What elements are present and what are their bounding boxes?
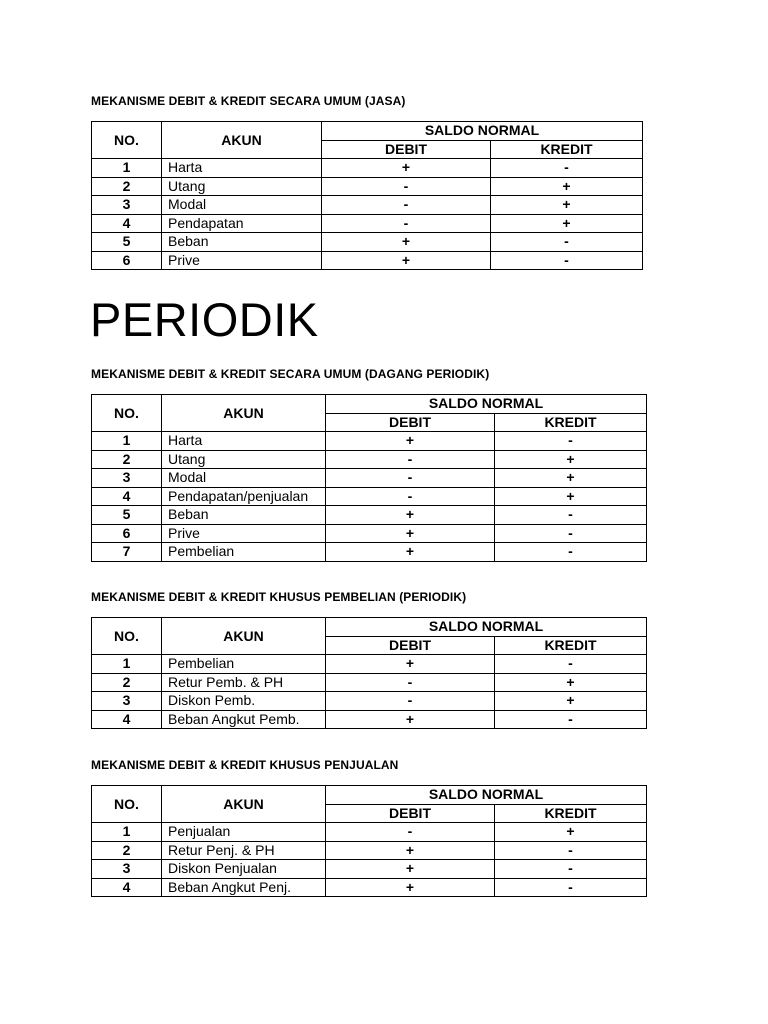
row-number: 3 xyxy=(92,196,162,215)
table-penjualan xyxy=(91,785,647,897)
kredit-sign: + xyxy=(491,177,643,196)
table-body xyxy=(92,823,647,897)
column-header-akun: AKUN xyxy=(162,122,322,159)
debit-sign: + xyxy=(326,860,495,879)
column-header-akun: AKUN xyxy=(162,395,326,432)
account-name: Modal xyxy=(162,196,322,215)
debit-sign: + xyxy=(326,655,495,674)
kredit-sign: + xyxy=(495,469,647,488)
table-body xyxy=(92,432,647,562)
debit-sign: + xyxy=(326,432,495,451)
column-header-saldo-normal: SALDO NORMAL xyxy=(322,122,643,141)
table-body xyxy=(92,159,643,270)
row-number: 2 xyxy=(92,177,162,196)
row-number: 1 xyxy=(92,823,162,842)
table-header-row xyxy=(92,786,647,805)
row-number: 4 xyxy=(92,710,162,729)
table-dagang-periodik xyxy=(91,394,647,562)
column-header-kredit: KREDIT xyxy=(495,413,647,432)
column-header-akun: AKUN xyxy=(162,618,326,655)
kredit-sign: - xyxy=(491,233,643,252)
table-row xyxy=(92,196,643,215)
kredit-sign: - xyxy=(495,841,647,860)
debit-sign: + xyxy=(322,251,491,270)
account-name: Pembelian xyxy=(162,655,326,674)
table-row xyxy=(92,673,647,692)
account-name: Retur Penj. & PH xyxy=(162,841,326,860)
column-header-debit: DEBIT xyxy=(326,804,495,823)
row-number: 6 xyxy=(92,524,162,543)
row-number: 4 xyxy=(92,487,162,506)
account-name: Pendapatan xyxy=(162,214,322,233)
table-header-row xyxy=(92,618,647,637)
account-name: Pendapatan/penjualan xyxy=(162,487,326,506)
debit-sign: + xyxy=(326,543,495,562)
debit-sign: + xyxy=(326,841,495,860)
debit-sign: - xyxy=(326,487,495,506)
account-name: Prive xyxy=(162,251,322,270)
table-row xyxy=(92,469,647,488)
debit-sign: - xyxy=(326,823,495,842)
column-header-saldo-normal: SALDO NORMAL xyxy=(326,395,647,414)
kredit-sign: - xyxy=(491,251,643,270)
column-header-no: NO. xyxy=(92,122,162,159)
table-row xyxy=(92,860,647,879)
column-header-no: NO. xyxy=(92,786,162,823)
kredit-sign: - xyxy=(495,878,647,897)
debit-sign: - xyxy=(322,214,491,233)
column-header-saldo-normal: SALDO NORMAL xyxy=(326,618,647,637)
account-name: Diskon Pemb. xyxy=(162,692,326,711)
table-row xyxy=(92,450,647,469)
table-row xyxy=(92,251,643,270)
table-row xyxy=(92,823,647,842)
row-number: 7 xyxy=(92,543,162,562)
account-name: Prive xyxy=(162,524,326,543)
account-name: Pembelian xyxy=(162,543,326,562)
debit-sign: + xyxy=(326,710,495,729)
account-name: Utang xyxy=(162,177,322,196)
debit-sign: + xyxy=(322,233,491,252)
kredit-sign: + xyxy=(495,823,647,842)
column-header-debit: DEBIT xyxy=(322,140,491,159)
account-name: Beban Angkut Penj. xyxy=(162,878,326,897)
table-row xyxy=(92,524,647,543)
table-row xyxy=(92,159,643,178)
table-header-row xyxy=(92,395,647,414)
section-title-pembelian: MEKANISME DEBIT & KREDIT KHUSUS PEMBELIAN (PERIODIK) xyxy=(91,590,467,604)
section-title-penjualan: MEKANISME DEBIT & KREDIT KHUSUS PENJUALAN xyxy=(91,758,399,772)
column-header-no: NO. xyxy=(92,395,162,432)
kredit-sign: - xyxy=(491,159,643,178)
kredit-sign: - xyxy=(495,543,647,562)
kredit-sign: - xyxy=(495,655,647,674)
kredit-sign: + xyxy=(495,692,647,711)
table-row xyxy=(92,432,647,451)
row-number: 2 xyxy=(92,450,162,469)
debit-sign: - xyxy=(322,196,491,215)
debit-sign: - xyxy=(326,450,495,469)
table-row xyxy=(92,487,647,506)
table-header-row xyxy=(92,122,643,141)
table-row xyxy=(92,878,647,897)
kredit-sign: + xyxy=(495,487,647,506)
row-number: 3 xyxy=(92,860,162,879)
account-name: Modal xyxy=(162,469,326,488)
section-title-jasa: MEKANISME DEBIT & KREDIT SECARA UMUM (JASA) xyxy=(91,94,406,108)
table-row xyxy=(92,841,647,860)
account-name: Diskon Penjualan xyxy=(162,860,326,879)
kredit-sign: - xyxy=(495,860,647,879)
table-row xyxy=(92,543,647,562)
row-number: 2 xyxy=(92,841,162,860)
account-name: Beban Angkut Pemb. xyxy=(162,710,326,729)
table-pembelian xyxy=(91,617,647,729)
column-header-akun: AKUN xyxy=(162,786,326,823)
account-name: Beban xyxy=(162,506,326,525)
account-name: Harta xyxy=(162,432,326,451)
kredit-sign: + xyxy=(495,673,647,692)
row-number: 4 xyxy=(92,214,162,233)
row-number: 3 xyxy=(92,692,162,711)
row-number: 5 xyxy=(92,506,162,525)
debit-sign: + xyxy=(326,506,495,525)
table-row xyxy=(92,506,647,525)
row-number: 4 xyxy=(92,878,162,897)
debit-sign: - xyxy=(322,177,491,196)
table-row xyxy=(92,655,647,674)
column-header-kredit: KREDIT xyxy=(495,636,647,655)
row-number: 6 xyxy=(92,251,162,270)
column-header-no: NO. xyxy=(92,618,162,655)
column-header-kredit: KREDIT xyxy=(495,804,647,823)
table-row xyxy=(92,177,643,196)
kredit-sign: - xyxy=(495,524,647,543)
kredit-sign: + xyxy=(495,450,647,469)
kredit-sign: + xyxy=(491,196,643,215)
column-header-debit: DEBIT xyxy=(326,636,495,655)
kredit-sign: - xyxy=(495,432,647,451)
table-jasa xyxy=(91,121,643,270)
debit-sign: + xyxy=(322,159,491,178)
column-header-saldo-normal: SALDO NORMAL xyxy=(326,786,647,805)
account-name: Utang xyxy=(162,450,326,469)
page-heading: PERIODIK xyxy=(90,293,319,346)
kredit-sign: - xyxy=(495,506,647,525)
row-number: 1 xyxy=(92,655,162,674)
debit-sign: - xyxy=(326,469,495,488)
debit-sign: + xyxy=(326,878,495,897)
table-body xyxy=(92,655,647,729)
account-name: Harta xyxy=(162,159,322,178)
row-number: 1 xyxy=(92,432,162,451)
row-number: 5 xyxy=(92,233,162,252)
column-header-kredit: KREDIT xyxy=(491,140,643,159)
table-row xyxy=(92,233,643,252)
debit-sign: - xyxy=(326,692,495,711)
kredit-sign: + xyxy=(491,214,643,233)
debit-sign: - xyxy=(326,673,495,692)
section-title-dagang-periodik: MEKANISME DEBIT & KREDIT SECARA UMUM (DAGANG PERIODIK) xyxy=(91,367,490,381)
account-name: Retur Pemb. & PH xyxy=(162,673,326,692)
table-row xyxy=(92,214,643,233)
row-number: 3 xyxy=(92,469,162,488)
account-name: Penjualan xyxy=(162,823,326,842)
row-number: 1 xyxy=(92,159,162,178)
table-row xyxy=(92,692,647,711)
column-header-debit: DEBIT xyxy=(326,413,495,432)
debit-sign: + xyxy=(326,524,495,543)
kredit-sign: - xyxy=(495,710,647,729)
row-number: 2 xyxy=(92,673,162,692)
account-name: Beban xyxy=(162,233,322,252)
table-row xyxy=(92,710,647,729)
